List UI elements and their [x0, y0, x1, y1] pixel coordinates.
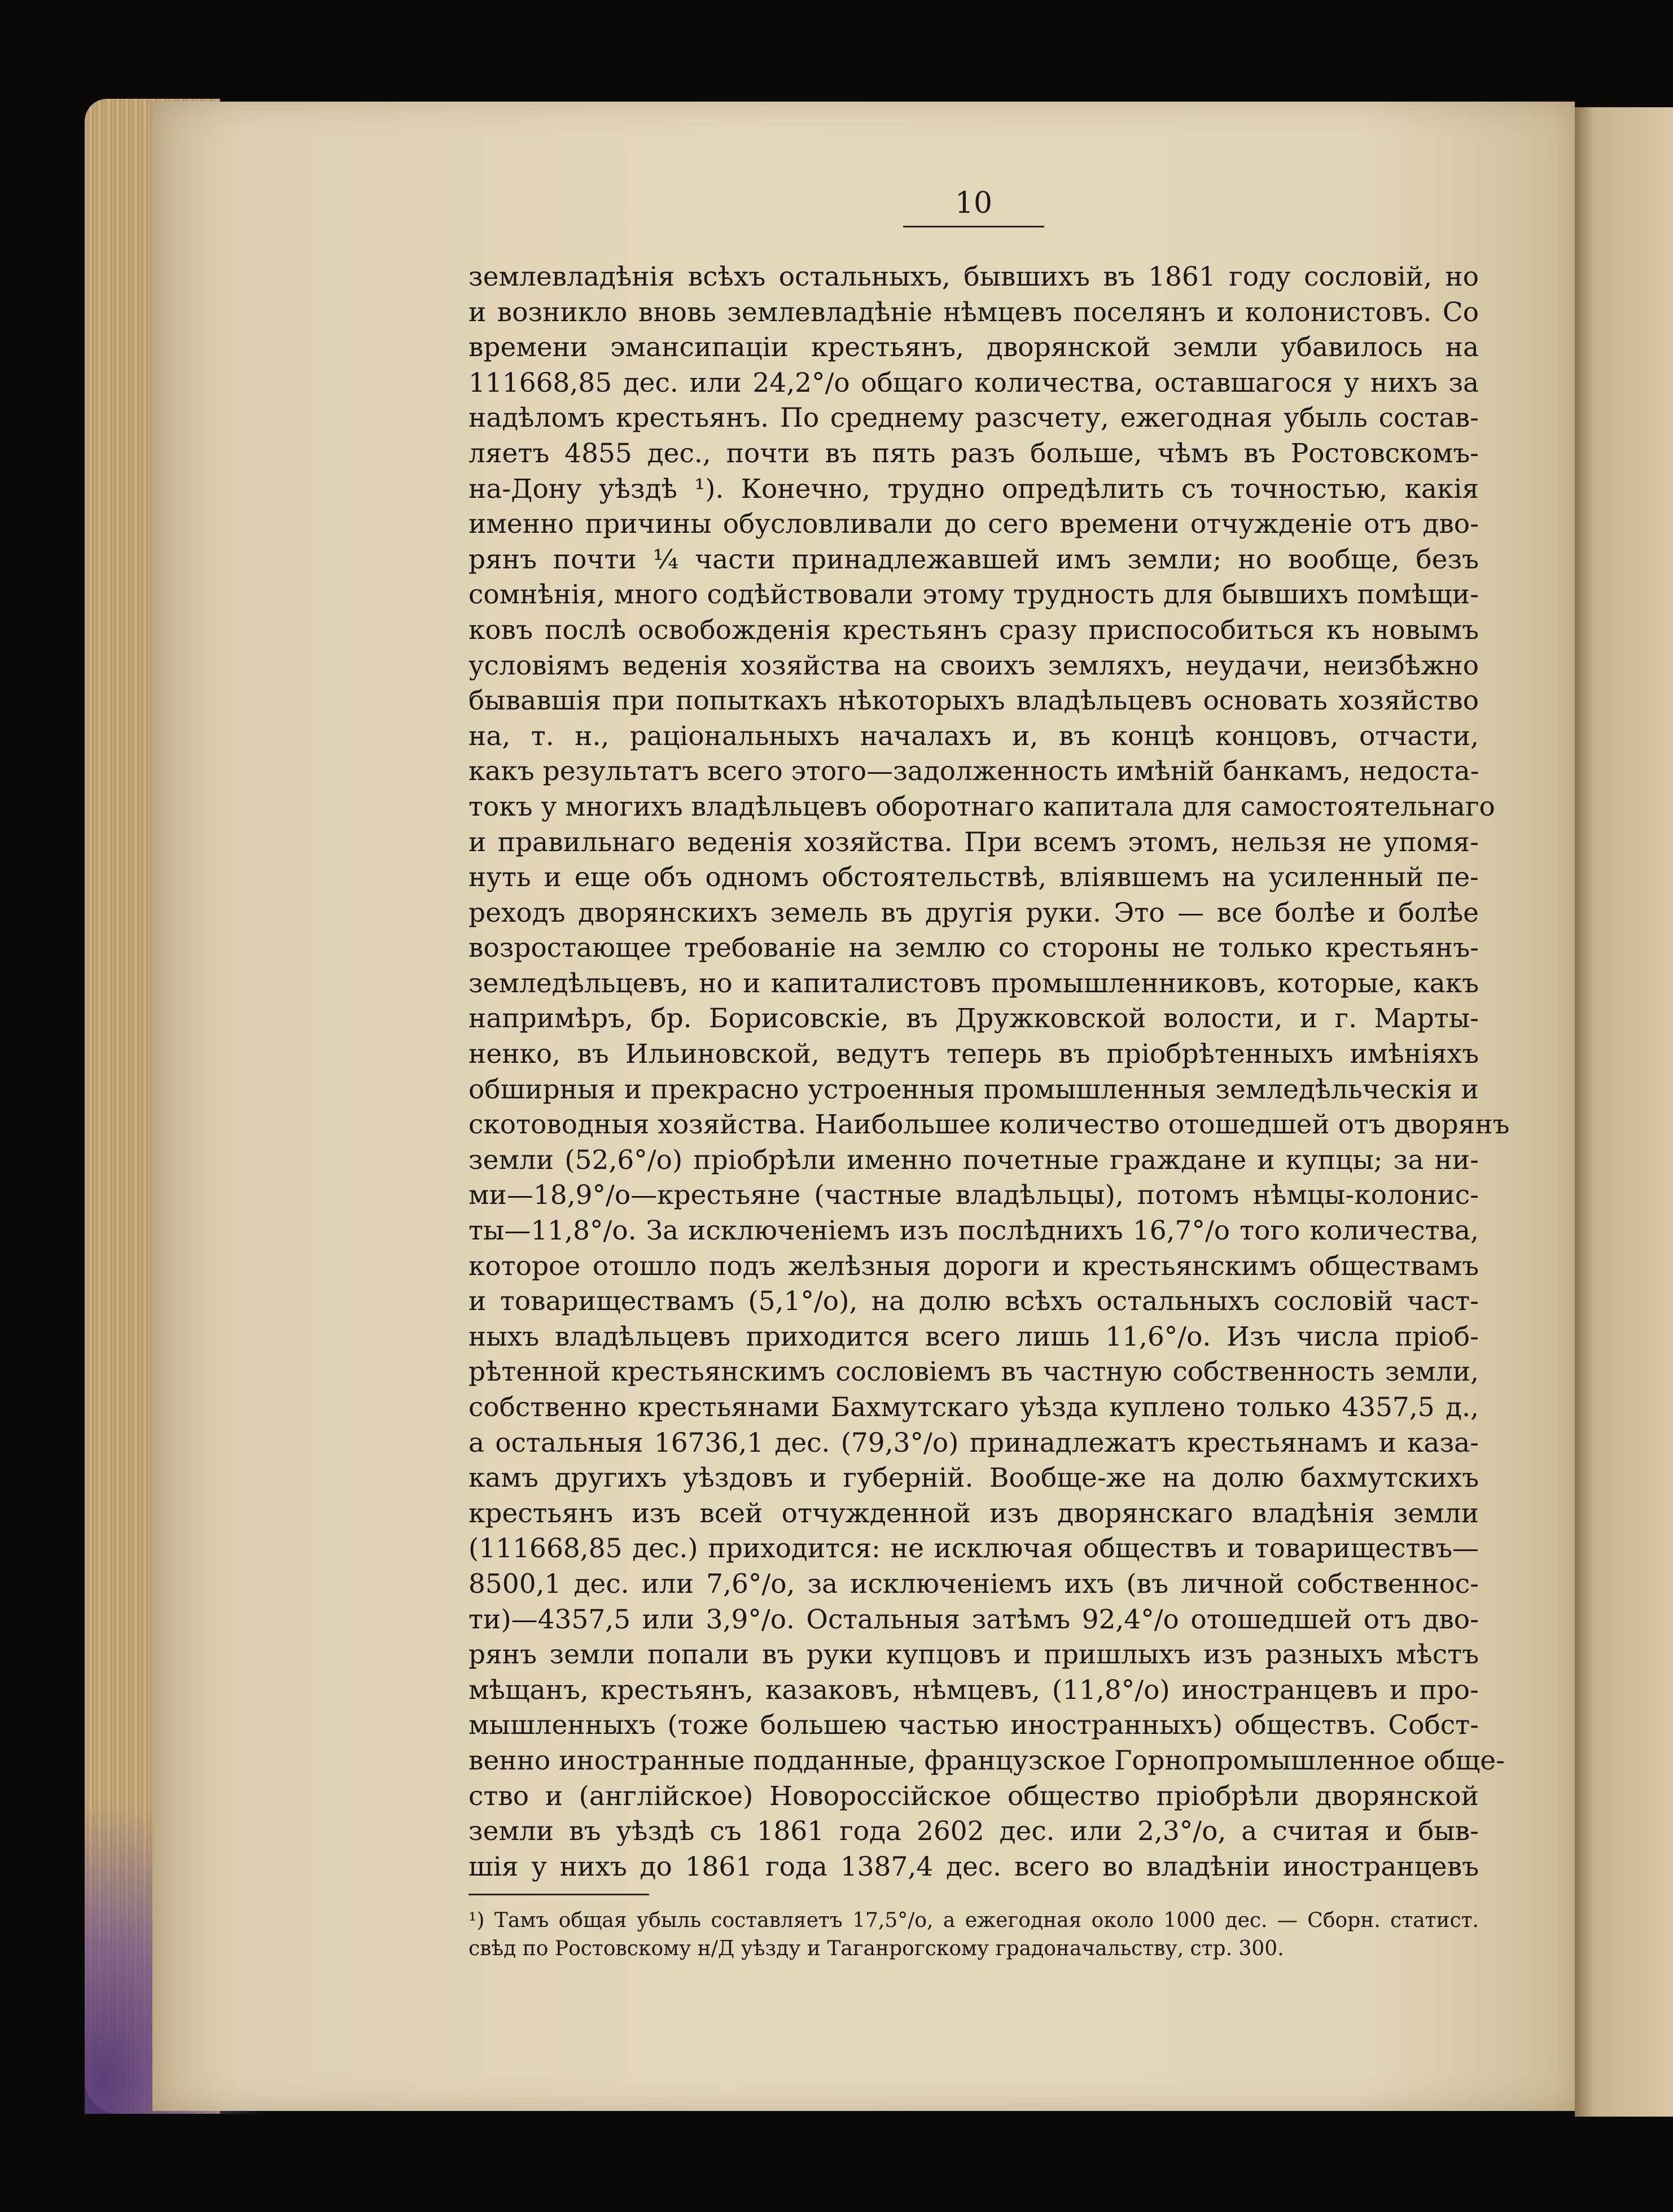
text-line: 8500,1 дес. или 7,6°/о, за исключеніемъ ихъ (въ личной собственнос- — [468, 1568, 1479, 1600]
text-line: земли въ уѣздѣ съ 1861 года 2602 дес. или 2,3°/о, а считая и быв- — [468, 1816, 1479, 1847]
text-line: собственно крестьянами Бахмутскаго уѣзда куплено только 4357,5 д., — [468, 1392, 1479, 1423]
text-line: крестьянъ изъ всей отчужденной изъ дворянскаго владѣнія земли — [468, 1497, 1479, 1529]
text-line: на-Дону уѣздѣ ¹). Конечно, трудно опредѣлить съ точностью, какія — [468, 473, 1479, 505]
text-line: (111668,85 дес.) приходится: не исключая обществъ и товариществъ— — [468, 1533, 1479, 1565]
text-line: 111668,85 дес. или 24,2°/о общаго количества, оставшагося у нихъ за — [468, 367, 1479, 398]
text-line: скотоводныя хозяйства. Наибольшее количество отошедшей отъ дворянъ — [468, 1109, 1510, 1141]
footnote — [468, 1907, 1479, 1963]
text-line: землевладѣнія всѣхъ остальныхъ, бывшихъ въ 1861 году сословій, но — [468, 261, 1479, 292]
text-line: земледѣльцевъ, но и капиталистовъ промышленниковъ, которые, какъ — [468, 967, 1479, 999]
text-line: мышленныхъ (тоже большею частью иностранныхъ) обществъ. Собст- — [468, 1710, 1479, 1741]
text-line: камъ другихъ уѣздовъ и губерній. Вообще-же на долю бахмутскихъ — [468, 1462, 1479, 1494]
text-line: рѣтенной крестьянскимъ сословіемъ въ частную собственность земли, — [468, 1356, 1479, 1388]
page-number: 10 — [903, 181, 1044, 227]
text-line: мѣщанъ, крестьянъ, казаковъ, нѣмцевъ, (11,8°/о) иностранцевъ и про- — [468, 1674, 1479, 1706]
text-line: бывавшія при попыткахъ нѣкоторыхъ владѣльцевъ основать хозяйство — [468, 685, 1479, 717]
text-line: и товариществамъ (5,1°/о), на долю всѣхъ остальныхъ сословій част- — [468, 1286, 1479, 1317]
footnote-line: свѣд по Ростовскому н/Д уѣзду и Таганрогскому градоначальству, стр. 300. — [468, 1937, 1284, 1960]
text-line: реходъ дворянскихъ земель въ другія руки. Это — все болѣе и болѣе — [468, 897, 1479, 928]
text-line: ми—18,9°/о—крестьяне (частные владѣльцы), потомъ нѣмцы-колонис- — [468, 1180, 1479, 1211]
text-line: ты—11,8°/о. За исключеніемъ изъ послѣднихъ 16,7°/о того количества, — [468, 1215, 1479, 1247]
body-text — [468, 260, 1510, 1885]
text-line: ти)—4357,5 или 3,9°/о. Остальныя затѣмъ 92,4°/о отошедшей отъ дво- — [468, 1604, 1479, 1635]
text-line: и правильнаго веденія хозяйства. При всемъ этомъ, нельзя не упомя- — [468, 826, 1479, 858]
text-line: напримѣръ, бр. Борисовскіе, въ Дружковской волости, и г. Марты- — [468, 1003, 1479, 1035]
text-line: а остальныя 16736,1 дес. (79,3°/о) принадлежатъ крестьянамъ и каза- — [468, 1427, 1479, 1458]
text-line: ненко, въ Ильиновской, ведутъ теперь въ пріобрѣтенныхъ имѣніяхъ — [468, 1039, 1479, 1070]
footnote-line: ¹) Тамъ общая убыль составляетъ 17,5°/о, а ежегодная около 1000 дес. — Сборн. статист. — [468, 1909, 1479, 1932]
text-line: рянъ почти ¼ части принадлежавшей имъ земли; но вообще, безъ — [468, 544, 1479, 575]
footnote-divider — [468, 1894, 649, 1895]
text-line: венно иностранные подданные, французское Горнопромышленное обще- — [468, 1745, 1505, 1776]
text-line: сомнѣнія, много содѣйствовали этому трудность для бывшихъ помѣщи- — [468, 579, 1479, 611]
text-line: шія у нихъ до 1861 года 1387,4 дес. всего во владѣніи иностранцевъ — [468, 1851, 1479, 1882]
text-line: надѣломъ крестьянъ. По среднему разсчету, ежегодная убыль состав- — [468, 402, 1479, 434]
text-line: рянъ земли попали въ руки купцовъ и пришлыхъ изъ разныхъ мѣстъ — [468, 1639, 1479, 1671]
text-line: какъ результатъ всего этого—задолженность имѣній банкамъ, недоста- — [468, 756, 1479, 787]
text-line: ство и (англійское) Новороссійское общество пріобрѣли дворянской — [468, 1780, 1479, 1812]
text-line: ляетъ 4855 дес., почти въ пять разъ больше, чѣмъ въ Ростовскомъ- — [468, 437, 1479, 469]
text-line: условіямъ веденія хозяйства на своихъ земляхъ, неудачи, неизбѣжно — [468, 650, 1479, 681]
text-line: на, т. н., раціональныхъ началахъ и, въ концѣ концовъ, отчасти, — [468, 720, 1479, 752]
text-line: токъ у многихъ владѣльцевъ оборотнаго капитала для самостоятельнаго — [468, 791, 1495, 822]
text-line: ковъ послѣ освобожденія крестьянъ сразу приспособиться къ новымъ — [468, 614, 1479, 646]
text-line: и возникло вновь землевладѣніе нѣмцевъ поселянъ и колонистовъ. Со — [468, 296, 1479, 328]
text-line: обширныя и прекрасно устроенныя промышленныя земледѣльческія и — [468, 1074, 1479, 1105]
text-line: нуть и еще объ одномъ обстоятельствѣ, вліявшемъ на усиленный пе- — [468, 862, 1479, 893]
facing-page-edge — [1575, 107, 1673, 2117]
text-line: времени эмансипаціи крестьянъ, дворянской земли убавилось на — [468, 332, 1479, 363]
text-line: земли (52,6°/о) пріобрѣли именно почетные граждане и купцы; за ни- — [468, 1144, 1479, 1176]
text-line: именно причины обусловливали до сего времени отчужденіе отъ дво- — [468, 509, 1479, 540]
text-line: ныхъ владѣльцевъ приходится всего лишь 11,6°/о. Изъ числа пріоб- — [468, 1321, 1479, 1352]
text-line: возростающее требованіе на землю со стороны не только крестьянъ- — [468, 932, 1479, 964]
text-line: которое отошло подъ желѣзныя дороги и крестьянскимъ обществамъ — [468, 1250, 1479, 1282]
